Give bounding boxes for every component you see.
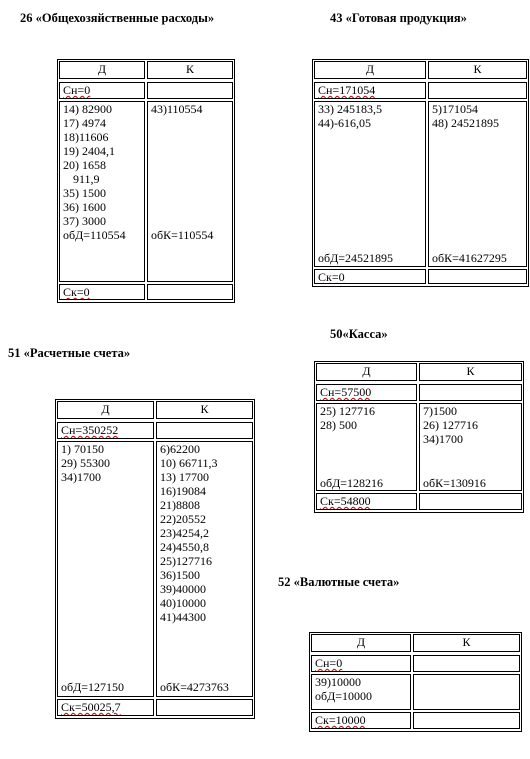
- credit-line: 26) 127716: [423, 418, 478, 432]
- credit-turnover: обК=4273763: [160, 680, 229, 694]
- credit-entries: [147, 101, 233, 282]
- debit-entries: [59, 101, 145, 282]
- credit-line: 10) 66711,3: [160, 456, 218, 470]
- closing-balance-credit: [156, 699, 253, 716]
- credit-line: 48) 24521895: [432, 116, 499, 130]
- debit-entries: [57, 441, 154, 697]
- closing-balance-credit: [413, 712, 520, 729]
- debit-line: 18)11606: [63, 130, 109, 144]
- debit-line: 37) 3000: [63, 214, 106, 228]
- credit-line: 22)20552: [160, 512, 206, 526]
- debit-turnover: обД=128216: [320, 476, 384, 490]
- credit-line: 7)1500: [423, 404, 457, 418]
- debit-header: Д: [316, 363, 417, 381]
- opening-balance-credit: [156, 422, 253, 439]
- debit-entries: [316, 403, 417, 491]
- debit-line: 1) 70150: [61, 442, 104, 456]
- account-26-title: 26 «Общехозяйственные расходы»: [20, 11, 215, 25]
- debit-header: Д: [57, 401, 154, 419]
- account-43-title: 43 «Готовая продукция»: [330, 11, 467, 25]
- t-account-50: [314, 361, 524, 513]
- debit-turnover: обД=24521895: [318, 251, 394, 265]
- closing-balance: Ск=10000: [311, 712, 411, 729]
- opening-balance-credit: [428, 82, 527, 99]
- t-account-51: [55, 399, 255, 719]
- closing-balance: Ск=0: [59, 284, 145, 300]
- credit-entries: [156, 441, 253, 697]
- credit-line: 34)1700: [423, 432, 463, 446]
- credit-line: 43)110554: [151, 102, 203, 116]
- credit-line: 23)4254,2: [160, 526, 209, 540]
- closing-balance: Ск=54800: [316, 493, 417, 510]
- debit-line: 28) 500: [320, 418, 357, 432]
- debit-header: Д: [311, 634, 411, 652]
- credit-line: 13) 17700: [160, 470, 209, 484]
- t-account-43: [312, 59, 529, 287]
- debit-line: 25) 127716: [320, 404, 375, 418]
- closing-balance: Ск=50025,7: [57, 699, 154, 716]
- credit-line: 21)8808: [160, 498, 200, 512]
- credit-turnover: обК=110554: [151, 228, 214, 242]
- credit-line: 24)4550,8: [160, 540, 209, 554]
- opening-balance-credit: [419, 384, 522, 401]
- debit-line: 33) 245183,5: [318, 102, 382, 116]
- t-account-52: [309, 632, 522, 732]
- closing-balance: Ск=0: [314, 269, 426, 284]
- credit-line: 25)127716: [160, 554, 212, 568]
- debit-line: 911,9: [73, 172, 100, 186]
- debit-line: 29) 55300: [61, 456, 110, 470]
- debit-line: 14) 82900: [63, 102, 112, 116]
- credit-line: 5)171054: [432, 102, 478, 116]
- opening-balance-credit: [147, 82, 233, 99]
- credit-line: 40)10000: [160, 596, 206, 610]
- credit-header: К: [428, 61, 527, 79]
- closing-balance-credit: [428, 269, 527, 284]
- account-50-title: 50«Касса»: [330, 327, 388, 341]
- debit-header: Д: [59, 61, 145, 79]
- credit-header: К: [147, 61, 233, 79]
- credit-turnover: обК=41627295: [432, 251, 507, 265]
- debit-entries: [311, 674, 411, 710]
- debit-line: обД=10000: [315, 689, 373, 703]
- account-52-title: 52 «Валютные счета»: [278, 575, 400, 589]
- opening-balance: Сн=171054: [314, 82, 426, 99]
- debit-line: 39)10000: [315, 675, 361, 689]
- opening-balance: Сн=0: [311, 655, 411, 672]
- credit-entries: [428, 101, 527, 267]
- debit-line: 34)1700: [61, 470, 101, 484]
- credit-line: 41)44300: [160, 610, 206, 624]
- opening-balance: Сн=0: [59, 82, 145, 99]
- credit-turnover: обК=130916: [423, 476, 486, 490]
- credit-line: 6)62200: [160, 442, 200, 456]
- opening-balance: Сн=57500: [316, 384, 417, 401]
- debit-line: 19) 2404,1: [63, 144, 115, 158]
- account-51-title: 51 «Расчетные счета»: [8, 346, 131, 360]
- credit-line: 39)40000: [160, 582, 206, 596]
- closing-balance-credit: [419, 493, 522, 510]
- debit-entries: [314, 101, 426, 267]
- credit-header: К: [413, 634, 520, 652]
- credit-entries: [419, 403, 522, 491]
- debit-turnover: обД=127150: [61, 680, 125, 694]
- debit-line: 44)-616,05: [318, 116, 371, 130]
- closing-balance-credit: [147, 284, 233, 300]
- debit-header: Д: [314, 61, 426, 79]
- opening-balance: Сн=350252: [57, 422, 154, 439]
- credit-line: 16)19084: [160, 484, 206, 498]
- credit-entries: [413, 674, 520, 710]
- debit-line: 17) 4974: [63, 116, 106, 130]
- credit-header: К: [156, 401, 253, 419]
- debit-line: 36) 1600: [63, 200, 106, 214]
- debit-line: 20) 1658: [63, 158, 106, 172]
- debit-line: 35) 1500: [63, 186, 106, 200]
- credit-header: К: [419, 363, 522, 381]
- t-account-26: [57, 59, 235, 303]
- opening-balance-credit: [413, 655, 520, 672]
- debit-turnover: обД=110554: [63, 228, 126, 242]
- credit-line: 36)1500: [160, 568, 200, 582]
